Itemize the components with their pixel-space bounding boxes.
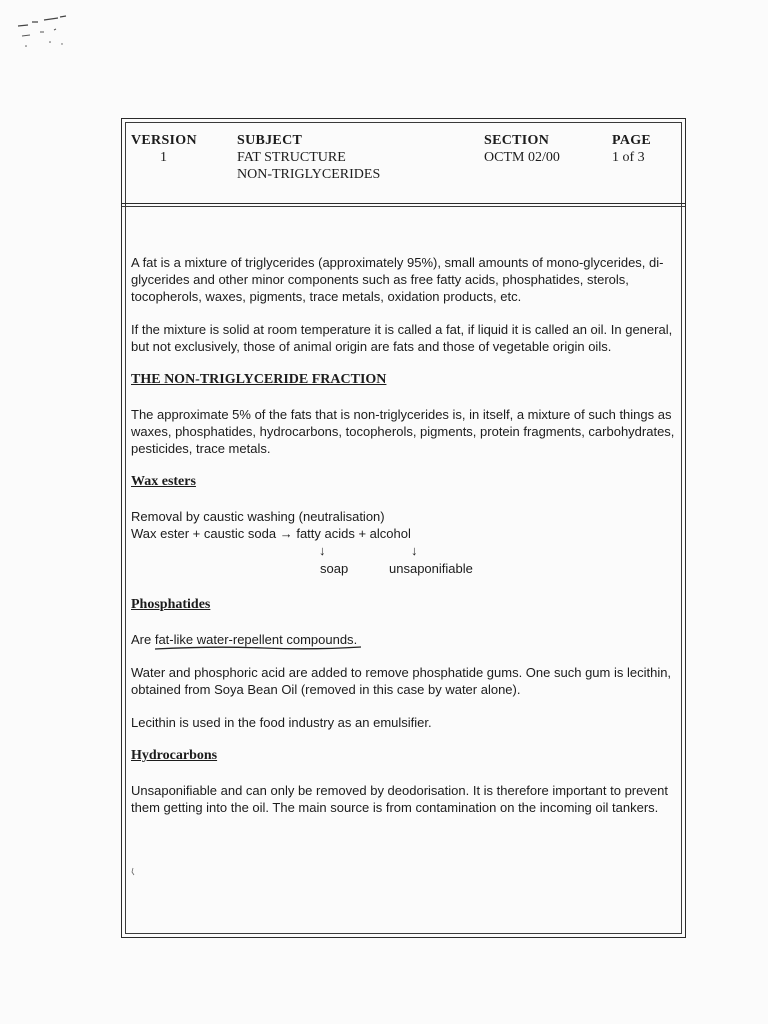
section-label: SECTION	[484, 133, 550, 148]
header-section	[484, 132, 560, 166]
wax-reaction	[131, 508, 675, 578]
header-page	[612, 132, 651, 166]
header-subject	[237, 132, 380, 183]
version-value: 1	[160, 150, 167, 165]
phosphatides-heading: Phosphatides	[131, 597, 211, 612]
section-heading: THE NON-TRIGLYCERIDE FRACTION	[131, 372, 387, 387]
subject-line-2: NON-TRIGLYCERIDES	[237, 167, 381, 182]
page-label: PAGE	[612, 133, 652, 148]
down-arrow-icon: ↓	[411, 543, 418, 558]
scan-artifact-marks	[14, 14, 74, 54]
phos-text-pre: Are	[131, 632, 155, 647]
wax-removal-line: Removal by caustic washing (neutralisation)	[131, 509, 385, 524]
phos-text-underlined: fat-like water-repellent compounds	[154, 632, 354, 647]
wax-equation-line: Wax ester + caustic soda → fatty acids + alcohol	[131, 526, 411, 541]
intro-paragraph-1: A fat is a mixture of triglycerides (approximately 95%), small amounts of mono-glycerides, di-glycerides and other minor components such as free fatty acids, phosphatides, sterols, tocopherols, waxes, pigments, trace metals, oxidation products, etc.	[131, 255, 664, 304]
section-value: OCTM 02/00	[484, 150, 560, 165]
version-label: VERSION	[131, 133, 197, 148]
phosphatides-paragraph-1	[131, 631, 675, 648]
hydrocarbons-paragraph: Unsaponifiable and can only be removed by deodorisation. It is therefore important to prevent them getting into the oil. The main source is from contamination on the incoming oil tankers.	[131, 783, 668, 815]
stray-pen-mark	[130, 867, 136, 880]
subject-line-1: FAT STRUCTURE	[237, 150, 346, 165]
wax-arrow-row	[131, 542, 675, 560]
product-soap: soap	[320, 561, 349, 576]
wax-esters-heading: Wax esters	[131, 474, 196, 489]
non-triglyceride-paragraph: The approximate 5% of the fats that is non-triglycerides is, in itself, a mixture of such things as waxes, phosphatides, hydrocarbons, tocopherols, pigments, protein fragments, carbohydrates, pesticides, trace metals.	[131, 407, 675, 456]
document-body	[131, 254, 675, 832]
document-frame	[121, 118, 686, 938]
down-arrow-icon: ↓	[319, 543, 326, 558]
header-version	[131, 132, 197, 166]
document-header	[122, 119, 685, 204]
hydrocarbons-heading: Hydrocarbons	[131, 748, 218, 763]
pen-underline-mark	[153, 644, 363, 652]
intro-paragraph-2: If the mixture is solid at room temperature it is called a fat, if liquid it is called an oil. In general, but not exclusively, those of animal origin are fats and those of vegetable origin oils.	[131, 322, 673, 354]
wax-product-row	[131, 560, 675, 578]
product-unsaponifiable: unsaponifiable	[389, 561, 473, 576]
subject-label: SUBJECT	[237, 133, 303, 148]
page-value: 1 of 3	[612, 150, 645, 165]
phosphatides-paragraph-3: Lecithin is used in the food industry as an emulsifier.	[131, 715, 432, 730]
handwritten-underlined-phrase	[155, 631, 354, 648]
phos-text-post: .	[353, 632, 358, 647]
phosphatides-paragraph-2: Water and phosphoric acid are added to remove phosphatide gums. One such gum is lecithin, obtained from Soya Bean Oil (removed in this case by water alone).	[131, 665, 672, 697]
